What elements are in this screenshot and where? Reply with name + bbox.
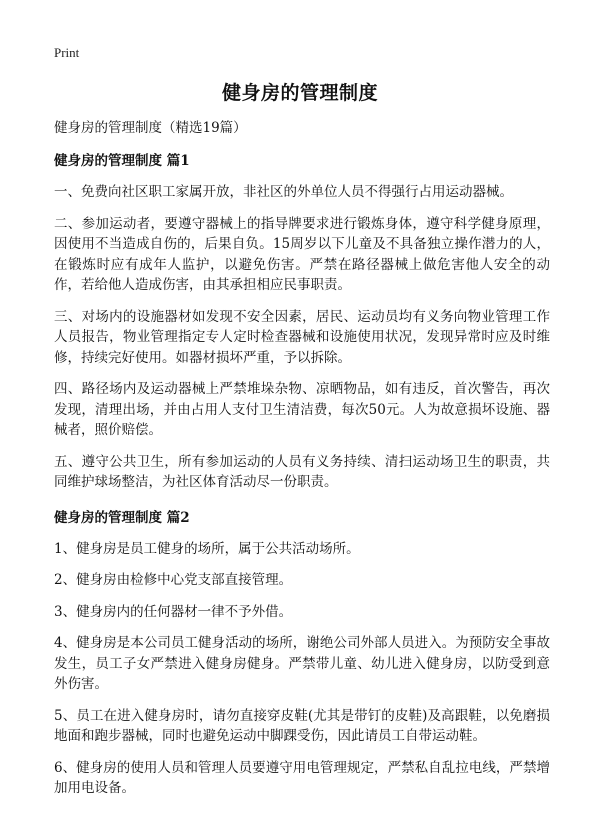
document-body <box>54 118 550 810</box>
paragraph: 1、健身房是员工健身的场所，属于公共活动场所。 <box>54 540 360 557</box>
section-heading: 健身房的管理制度 篇1 <box>54 153 190 169</box>
section-heading: 健身房的管理制度 篇2 <box>54 509 190 526</box>
paragraph: 6、健身房的使用人员和管理人员要遵守用电管理规定，严禁私自乱拉电线，严禁增加用电设备。 <box>54 759 550 796</box>
paragraph: 4、健身房是本公司员工健身活动的场所，谢绝公司外部人员进入。为预防安全事故发生，员工子女严禁进入健身房健身。严禁带儿童、幼儿进入健身房，以防受到意外伤害。 <box>54 635 550 692</box>
page-title: 健身房的管理制度 <box>221 82 378 104</box>
section-2 <box>54 508 550 799</box>
paragraph: 2、健身房由检修中心党支部直接管理。 <box>54 572 293 588</box>
paragraph: 五、遵守公共卫生，所有参加运动的人员有义务持续、清扫运动场卫生的职责，共同维护球场整洁，为社区体育活动尽一份职责。 <box>54 453 550 490</box>
document-subtitle: 健身房的管理制度（精选19篇） <box>54 120 247 136</box>
paragraph: 5、员工在进入健身房时，请勿直接穿皮鞋(尤其是带钉的皮鞋)及高跟鞋，以免磨损地面和跑步器械，同时也避免运动中脚踝受伤，因此请员工自带运动鞋。 <box>54 707 550 744</box>
paragraph: 二、参加运动者，要遵守器械上的指导牌要求进行锻炼身体，遵守科学健身原理，因使用不当造成自伤的，后果自负。15周岁以下儿童及不具备独立操作潜力的人，在锻炼时应有成年人监护，以避免伤害。严禁在路径器械上做危害他人安全的动作，若给他人造成伤害，由其承担相应民事职责。 <box>54 215 550 293</box>
print-link[interactable]: Print <box>54 45 80 60</box>
paragraph: 3、健身房内的任何器材一律不予外借。 <box>54 603 293 620</box>
paragraph: 一、免费向社区职工家属开放，非社区的外单位人员不得强行占用运动器械。 <box>54 184 513 200</box>
paragraph: 三、对场内的设施器材如发现不安全因素，居民、运动员均有义务向物业管理工作人员报告，物业管理指定专人定时检查器械和设施使用状况，发现异常时应及时维修，持续完好使用。如器材损坏严重，予以拆除。 <box>54 308 550 366</box>
paragraph: 四、路径场内及运动器械上严禁堆垛杂物、凉晒物品，如有违反，首次警告，再次发现，清理出场，并由占用人支付卫生清洁费，每次50元。人为故意损坏设施、器械者，照价赔偿。 <box>54 381 550 438</box>
section-1 <box>54 151 550 493</box>
